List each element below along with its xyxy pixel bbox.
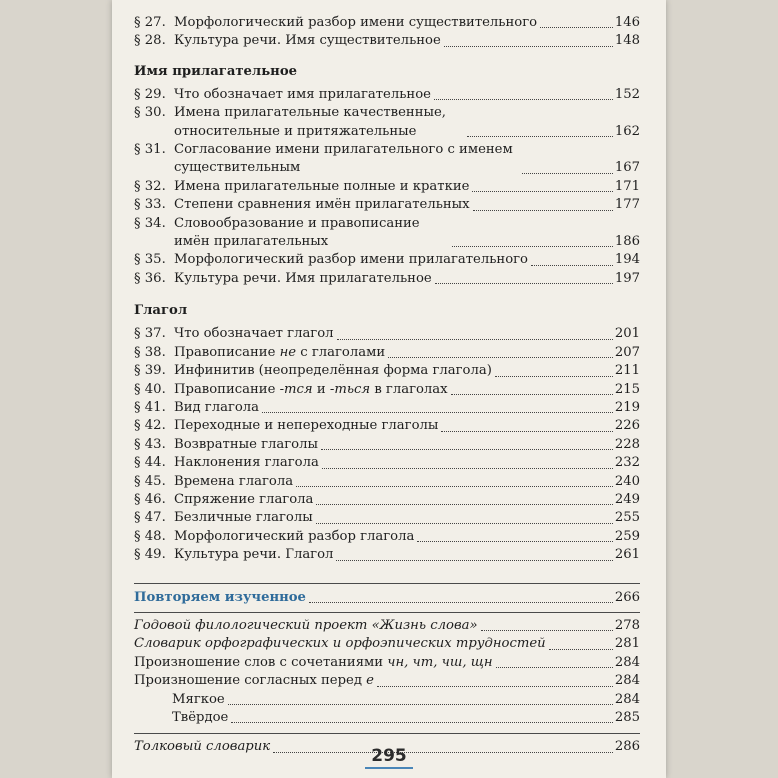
section-title: Культура речи. Имя существительное	[174, 33, 441, 49]
divider	[134, 733, 640, 734]
page-footer	[112, 746, 666, 769]
page-ref: 281	[614, 636, 640, 652]
leader-dots	[540, 27, 613, 28]
section-number: § 48.	[134, 528, 166, 544]
toc-entry-43[interactable]	[134, 436, 640, 454]
section-number: § 35.	[134, 252, 166, 268]
section-title: Культура речи. Имя прилагательное	[174, 270, 432, 286]
pronunciation-title: Произношение слов с сочетаниями чн, чт, чш, щн	[134, 654, 493, 670]
section-title: Имена прилагательные полные и краткие	[174, 178, 470, 194]
section-title: Согласование имени прилагательного с именем существительным	[174, 142, 513, 176]
section-title: Возвратные глаголы	[174, 436, 319, 452]
page-ref: 194	[614, 252, 640, 268]
section-number: § 32.	[134, 178, 166, 194]
section-title: Словообразование и правописание имён прилагательных	[174, 215, 420, 250]
section-title: Переходные и непереходные глаголы	[174, 418, 439, 434]
toc-entry-35[interactable]	[134, 251, 640, 269]
leader-dots	[388, 357, 613, 358]
page-ref: 211	[614, 363, 640, 379]
leader-dots	[309, 602, 613, 603]
section-title: Инфинитив (неопределённая форма глагола)	[174, 363, 492, 379]
leader-dots	[262, 412, 613, 413]
leader-dots	[481, 630, 613, 631]
page-ref: 152	[614, 86, 640, 102]
page-ref: 232	[614, 455, 640, 471]
leader-dots	[434, 99, 613, 100]
page-ref: 219	[614, 399, 640, 415]
toc-entry-project[interactable]	[134, 617, 640, 635]
table-of-contents	[134, 14, 640, 757]
leader-dots	[549, 649, 613, 650]
section-title: Что обозначает имя прилагательное	[174, 86, 431, 102]
section-number: § 36.	[134, 270, 166, 286]
toc-entry-29[interactable]	[134, 86, 640, 104]
section-number: § 45.	[134, 473, 166, 489]
leader-dots	[231, 722, 612, 723]
section-number: § 49.	[134, 547, 166, 563]
toc-entry-review[interactable]	[134, 589, 640, 607]
page-ref: 284	[614, 654, 640, 670]
leader-dots	[417, 541, 612, 542]
toc-entry-33[interactable]	[134, 196, 640, 214]
toc-entry-39[interactable]	[134, 362, 640, 380]
section-number: § 33.	[134, 197, 166, 213]
page-ref: 286	[614, 739, 640, 755]
toc-entry-38[interactable]	[134, 344, 640, 362]
toc-entry-42[interactable]	[134, 417, 640, 435]
leader-dots	[316, 504, 612, 505]
leader-dots	[337, 339, 613, 340]
soft-title: Мягкое	[172, 691, 225, 707]
toc-entry-30[interactable]	[134, 104, 640, 141]
section-number: § 38.	[134, 344, 166, 360]
section-number: § 39.	[134, 363, 166, 379]
leader-dots	[522, 173, 613, 174]
toc-entry-46[interactable]	[134, 491, 640, 509]
toc-entry-45[interactable]	[134, 473, 640, 491]
toc-entry-49[interactable]	[134, 546, 640, 564]
page-ref: 186	[614, 234, 640, 250]
section-number: § 40.	[134, 381, 166, 397]
section-heading-verb: Глагол	[134, 303, 188, 319]
toc-entry-41[interactable]	[134, 399, 640, 417]
book-page	[112, 0, 666, 778]
leader-dots	[316, 523, 613, 524]
toc-entry-36[interactable]	[134, 270, 640, 288]
page-number: 295	[365, 746, 413, 769]
section-title: Времена глагола	[174, 473, 294, 489]
leader-dots	[321, 449, 613, 450]
page-ref: 240	[614, 473, 640, 489]
toc-entry-pronunciation-combinations[interactable]	[134, 654, 640, 672]
section-title: Правописание -тся и -ться в глаголах	[174, 381, 448, 397]
toc-entry-40[interactable]	[134, 381, 640, 399]
section-number: § 29.	[134, 86, 166, 102]
leader-dots	[495, 376, 613, 377]
section-title: Спряжение глагола	[174, 491, 314, 507]
page-ref: 285	[614, 710, 640, 725]
toc-entry-44[interactable]	[134, 454, 640, 472]
section-title: Вид глагола	[174, 399, 260, 415]
section-number: § 44.	[134, 455, 166, 471]
section-number: § 28.	[134, 33, 166, 49]
review-title: Повторяем изученное	[134, 589, 306, 605]
leader-dots	[444, 46, 613, 47]
section-title: Морфологический разбор имени прилагательного	[174, 252, 528, 268]
leader-dots	[467, 136, 613, 137]
section-number: § 37.	[134, 326, 166, 342]
section-title: Культура речи. Глагол	[174, 547, 334, 563]
toc-entry-soft[interactable]	[134, 691, 640, 709]
section-number: § 47.	[134, 510, 166, 526]
leader-dots	[496, 667, 613, 668]
page-ref: 167	[614, 160, 640, 176]
toc-entry-37[interactable]	[134, 325, 640, 343]
page-ref: 228	[614, 436, 640, 452]
page-ref: 259	[614, 528, 640, 544]
section-title: Что обозначает глагол	[174, 326, 334, 342]
toc-entry-28[interactable]	[134, 32, 640, 50]
page-ref: 226	[614, 418, 640, 434]
page-ref: 177	[614, 197, 640, 213]
pronunciation-title: Произношение согласных перед е	[134, 673, 374, 689]
leader-dots	[322, 468, 613, 469]
leader-dots	[441, 431, 612, 432]
leader-dots	[452, 246, 613, 247]
page-ref: 284	[614, 691, 640, 707]
section-title: Наклонения глагола	[174, 455, 319, 471]
toc-entry-47[interactable]	[134, 509, 640, 527]
leader-dots	[336, 560, 612, 561]
page-ref: 207	[614, 344, 640, 360]
page-ref: 261	[614, 547, 640, 563]
leader-dots	[451, 394, 613, 395]
section-number: § 42.	[134, 418, 166, 434]
page-ref: 278	[614, 617, 640, 633]
section-title: Имена прилагательные качественные, относительные и притяжательные	[174, 105, 446, 139]
section-number: § 43.	[134, 436, 166, 452]
section-heading-adjective: Имя прилагательное	[134, 63, 298, 79]
divider	[134, 612, 640, 613]
section-number: § 46.	[134, 491, 166, 507]
leader-dots	[472, 191, 612, 192]
section-number: § 41.	[134, 399, 166, 415]
section-number: § 34.	[134, 215, 166, 231]
toc-entry-34[interactable]	[134, 215, 640, 252]
page-ref: 171	[614, 178, 640, 194]
toc-entry-31[interactable]	[134, 141, 640, 178]
leader-dots	[228, 704, 613, 705]
toc-entry-hard[interactable]	[134, 709, 640, 727]
toc-entry-48[interactable]	[134, 528, 640, 546]
hard-title: Твёрдое	[172, 710, 229, 725]
page-ref: 201	[614, 326, 640, 342]
explanatory-title: Толковый словарик	[134, 739, 271, 755]
page-ref: 284	[614, 673, 640, 689]
section-title: Степени сравнения имён прилагательных	[174, 197, 470, 213]
leader-dots	[531, 265, 613, 266]
page-ref: 215	[614, 381, 640, 397]
divider	[134, 583, 640, 584]
page-ref: 255	[614, 510, 640, 526]
page-ref: 266	[614, 589, 640, 605]
leader-dots	[296, 486, 613, 487]
page-ref: 146	[614, 15, 640, 30]
page-ref: 148	[614, 33, 640, 49]
page-ref: 162	[614, 123, 640, 139]
toc-entry-pronunciation-consonants[interactable]	[134, 672, 640, 690]
toc-entry-27[interactable]	[134, 14, 640, 32]
leader-dots	[473, 210, 613, 211]
section-title: Правописание не с глаголами	[174, 344, 386, 360]
dictionary-title: Словарик орфографических и орфоэпических трудностей	[134, 636, 546, 652]
toc-entry-dictionary[interactable]	[134, 635, 640, 653]
leader-dots	[377, 686, 613, 687]
section-number: § 27.	[134, 15, 166, 30]
section-title: Морфологический разбор глагола	[174, 528, 415, 544]
page-ref: 249	[614, 491, 640, 507]
page-ref: 197	[614, 270, 640, 286]
section-title: Морфологический разбор имени существительного	[174, 15, 538, 30]
leader-dots	[435, 283, 613, 284]
section-number: § 31.	[134, 142, 166, 158]
project-title: Годовой филологический проект «Жизнь слова»	[134, 617, 478, 633]
section-title: Безличные глаголы	[174, 510, 313, 526]
section-number: § 30.	[134, 105, 166, 121]
toc-entry-32[interactable]	[134, 178, 640, 196]
